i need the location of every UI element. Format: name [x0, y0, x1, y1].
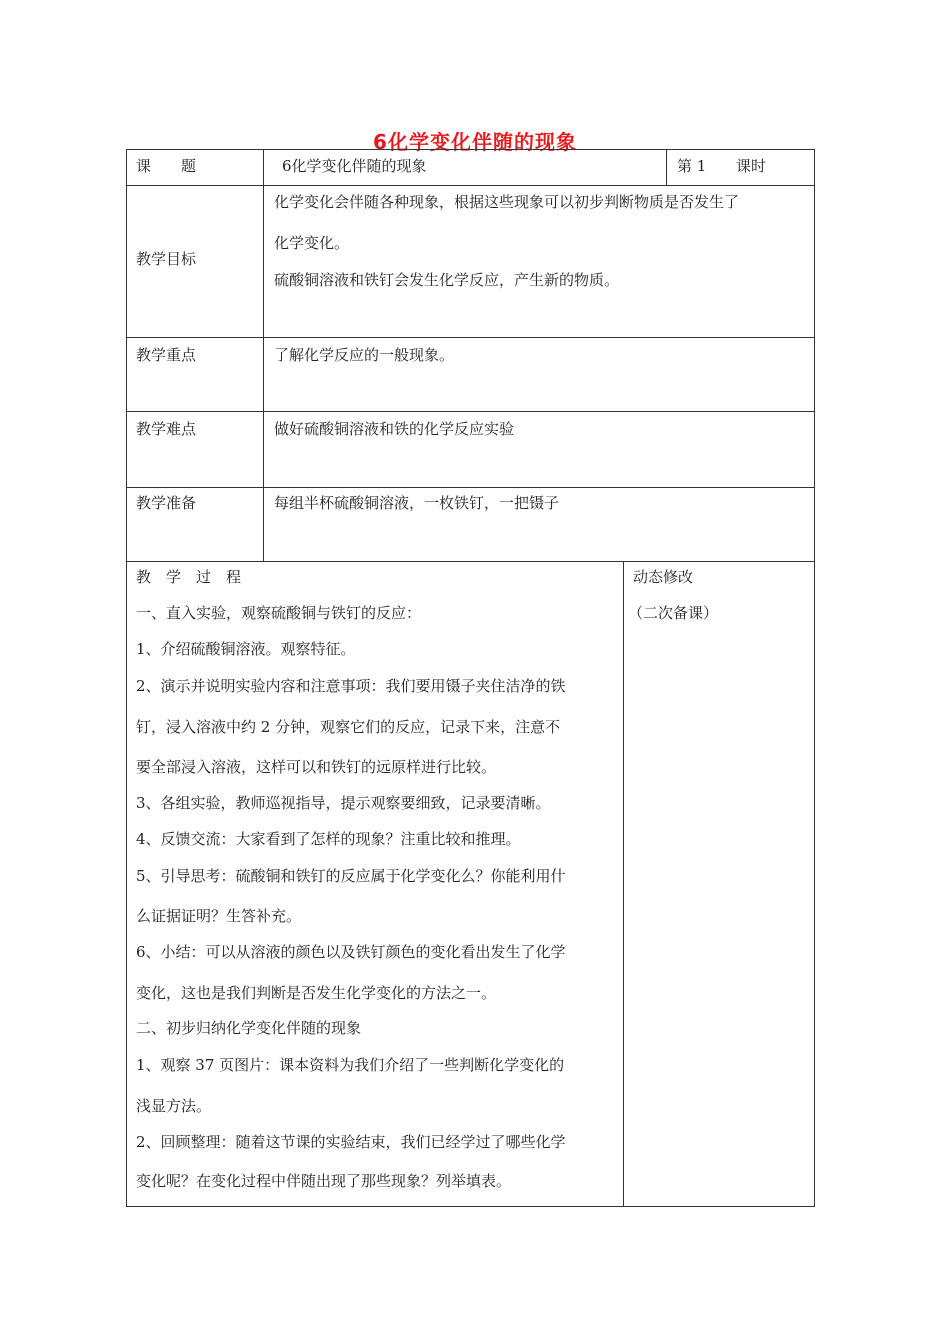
key-points-label: 教学重点	[136, 346, 197, 364]
process-line: 变化呢？在变化过程中伴随出现了那些现象？列举填表。	[136, 1172, 512, 1190]
process-line: 二、初步归纳化学变化伴随的现象	[136, 1019, 362, 1037]
process-line: 浅显方法。	[136, 1097, 212, 1115]
process-line: 要全部浸入溶液，这样可以和铁钉的远原样进行比较。	[136, 758, 497, 776]
notes-heading: 动态修改	[633, 568, 694, 586]
label-column-divider	[263, 149, 264, 562]
process-line: 钉，浸入溶液中约 2 分钟，观察它们的反应，记录下来，注意不	[136, 718, 561, 736]
topic-label: 课 题	[136, 157, 197, 175]
preparation-text: 每组半杯硫酸铜溶液，一枚铁钉，一把镊子	[274, 494, 560, 512]
process-line: 么证据证明？生答补充。	[136, 907, 302, 925]
process-line: 4、反馈交流：大家看到了怎样的现象？注重比较和推理。	[136, 830, 521, 848]
document-title: 6化学变化伴随的现象	[373, 130, 577, 154]
row-divider	[126, 411, 815, 412]
lesson-column-divider	[666, 149, 667, 186]
process-line: 变化，这也是我们判断是否发生化学变化的方法之一。	[136, 984, 497, 1002]
notes-column-divider	[623, 561, 624, 1207]
difficulties-text: 做好硫酸铜溶液和铁的化学反应实验	[274, 420, 515, 438]
process-line: 2、演示并说明实验内容和注意事项：我们要用镊子夹住洁净的铁	[136, 677, 566, 695]
row-divider	[126, 185, 815, 186]
process-line: 2、回顾整理：随着这节课的实验结束，我们已经学过了哪些化学	[136, 1133, 566, 1151]
row-divider	[126, 561, 815, 562]
key-points-text: 了解化学反应的一般现象。	[274, 346, 455, 364]
topic-value: 6化学变化伴随的现象	[282, 157, 427, 175]
process-line: 1、介绍硫酸铜溶液。观察特征。	[136, 640, 356, 658]
objectives-line: 硫酸铜溶液和铁钉会发生化学反应，产生新的物质。	[274, 271, 620, 289]
process-line: 3、各组实验，教师巡视指导，提示观察要细致，记录要清晰。	[136, 794, 551, 812]
process-line: 1、观察 37 页图片：课本资料为我们介绍了一些判断化学变化的	[136, 1056, 565, 1074]
difficulties-label: 教学难点	[136, 420, 197, 438]
lesson-number-prefix: 第 1	[677, 157, 707, 175]
lesson-number-suffix: 课时	[736, 157, 767, 175]
objectives-label: 教学目标	[136, 250, 197, 268]
process-line: 6、小结：可以从溶液的颜色以及铁钉颜色的变化看出发生了化学	[136, 943, 566, 961]
preparation-label: 教学准备	[136, 494, 197, 512]
process-heading: 教 学 过 程	[136, 568, 242, 586]
row-divider	[126, 487, 815, 488]
objectives-line: 化学变化。	[274, 234, 350, 252]
objectives-line: 化学变化会伴随各种现象，根据这些现象可以初步判断物质是否发生了	[274, 193, 740, 211]
row-divider	[126, 337, 815, 338]
notes-subheading: （二次备课）	[628, 604, 719, 622]
process-line: 5、引导思考：硫酸铜和铁钉的反应属于化学变化么？你能利用什	[136, 867, 566, 885]
process-line: 一、直入实验，观察硫酸铜与铁钉的反应：	[136, 604, 422, 622]
